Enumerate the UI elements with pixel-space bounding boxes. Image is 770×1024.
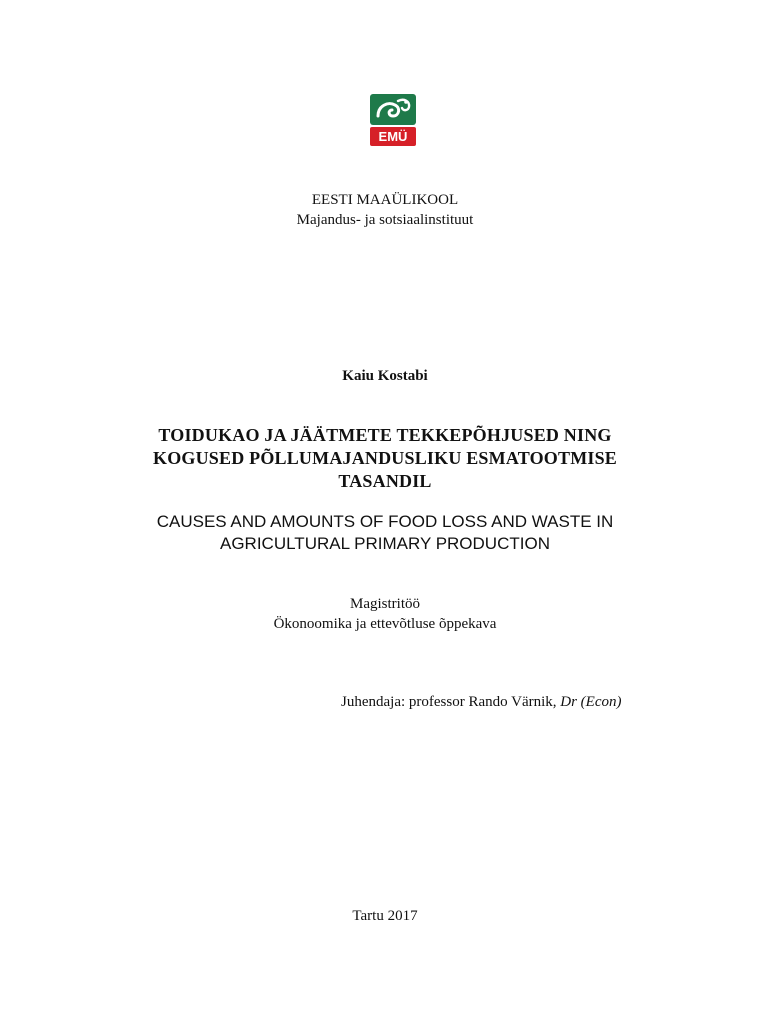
title-en-line-1: CAUSES AND AMOUNTS OF FOOD LOSS AND WASTE IN: [156, 512, 614, 531]
emu-logo-icon: [368, 92, 418, 148]
supervisor-label: Juhendaja: professor Rando Värnik,: [341, 694, 561, 710]
logo-text: EMÜ: [378, 129, 408, 144]
title-et-line-3: TASANDIL: [338, 471, 432, 491]
emu-logo: [368, 92, 418, 148]
title-et-line-1: TOIDUKAO JA JÄÄTMETE TEKKEPÕHJUSED NING: [158, 425, 612, 445]
thesis-info: [0, 594, 770, 634]
curriculum: Ökonoomika ja ettevõtluse õppekava: [273, 616, 497, 632]
university-block: [0, 190, 770, 230]
institute-name: Majandus- ja sotsiaalinstituut: [296, 212, 474, 228]
thesis-type: Magistritöö: [350, 596, 420, 612]
author-name: Kaiu Kostabi: [342, 368, 428, 384]
university-name: EESTI MAAÜLIKOOL: [311, 192, 459, 208]
place-and-year: Tartu 2017: [352, 908, 418, 924]
thesis-title-estonian: [0, 424, 770, 493]
supervisor-degree: Dr (Econ): [560, 694, 622, 710]
title-en-line-2: AGRICULTURAL PRIMARY PRODUCTION: [220, 534, 550, 553]
title-et-line-2: KOGUSED PÕLLUMAJANDUSLIKU ESMATOOTMISE: [153, 448, 617, 468]
supervisor: [341, 692, 622, 712]
thesis-title-english: [0, 511, 770, 555]
